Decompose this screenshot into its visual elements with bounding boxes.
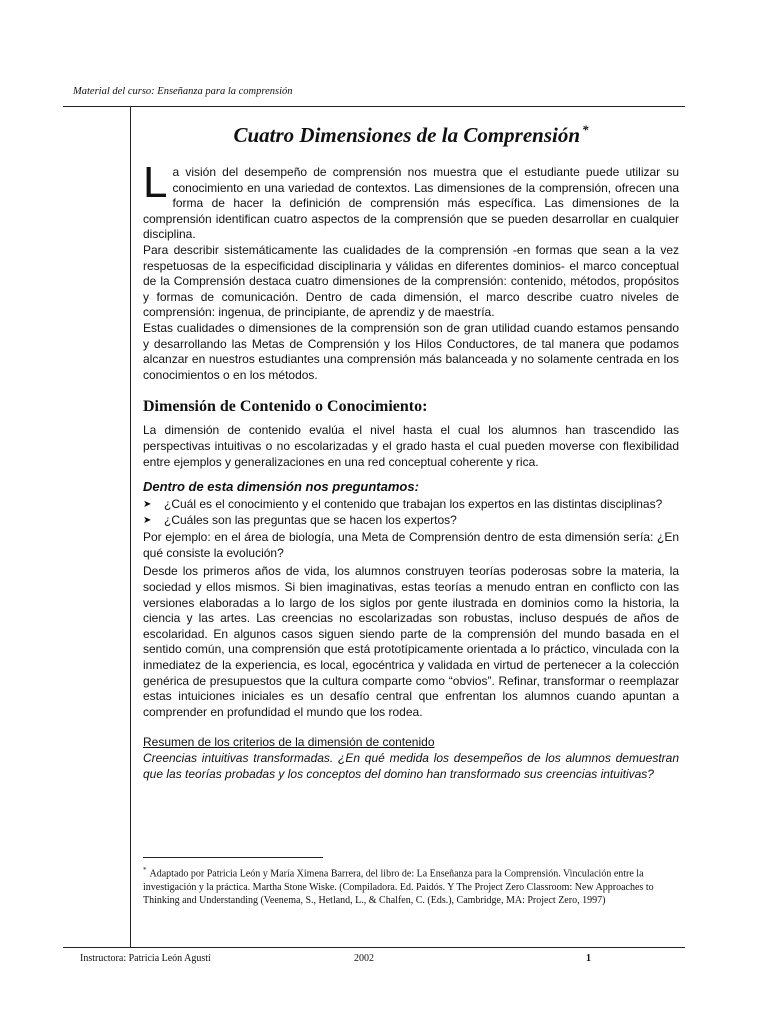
footer-year: 2002 — [354, 953, 374, 964]
intro-paragraph-2: Para describir sistemáticamente las cualidades de la comprensión -en formas que sean a la vez respetuosas de la especificidad disciplinaria y válidas en diferentes dominios- el marco conceptual de la Comprensión destaca cuatro dimensiones de la comprensión: contenido, métodos, propósitos y formas de comunicación. Dentro de cada dimensión, el marco describe cuatro niveles de comprensión: ingenua, de principiante, de aprendiz y de maestría. — [143, 242, 679, 320]
list-item — [143, 513, 679, 529]
title-text: Cuatro Dimensiones de la Comprensión — [233, 123, 581, 147]
intro-paragraph-1 — [143, 158, 679, 243]
main-content — [143, 116, 679, 782]
section-paragraph-1: La dimensión de contenido evalúa el nivel hasta el cual los alumnos han trascendido las perspectivas intuitivas o no escolarizadas y el grado hasta el cual pueden moverse con flexibilidad entre ejemplos y generalizaciones en una red conceptual coherente y rica. — [143, 423, 679, 469]
intro-paragraph-3: Estas cualidades o dimensiones de la comprensión son de gran utilidad cuando estamos pensando y desarrollando las Metas de Comprensión y los Hilos Conductores, de tal manera que podamos alcanzar en nuestros estudiantes una comprensión más balanceada y no solamente centrada en los conocimientos o en los métodos. — [143, 320, 679, 382]
header-text: Material del curso: Enseñanza para la comprensión — [73, 86, 293, 97]
section-heading: Dimensión de Contenido o Conocimiento: — [143, 398, 428, 416]
intro-paragraph-1-text: a visión del desempeño de comprensión nos muestra que el estudiante puede utilizar su conocimiento en una variedad de contextos. Las dimensiones de la comprensión, ofrecen una forma de hacer la definición de comprensión más específica. Las dimensiones de la comprensión identifican cuatro aspectos de la comprensión que se pueden desarrollar en cualquier disciplina. — [143, 165, 679, 242]
left-margin-rule — [130, 106, 131, 948]
footnote — [143, 864, 679, 907]
arrow-bullet-icon: ➤ — [143, 514, 152, 526]
criteria-text: Creencias intuitivas transformadas. ¿En qué medida los desempeños de los alumnos demuestran que las teorías probadas y los conceptos del domino han transformado sus creencias intuitivas? — [143, 751, 679, 781]
questions-subheading: Dentro de esta dimensión nos preguntamos: — [143, 479, 419, 495]
page-number: 1 — [586, 953, 591, 964]
footer-instructor: Instructora: Patricia León Agustí — [80, 953, 211, 964]
title-footnote-mark: * — [582, 122, 589, 137]
list-item-text: ¿Cuál es el conocimiento y el contenido que trabajan los expertos en las distintas disciplinas? — [164, 497, 663, 512]
list-item-text: ¿Cuáles son las preguntas que se hacen los expertos? — [164, 512, 457, 527]
section-paragraph-2: Desde los primeros años de vida, los alumnos construyen teorías poderosas sobre la materia, la sociedad y ellos mismos. Si bien imaginativas, estas teorías a menudo entran en conflicto con las versiones elaboradas a lo largo de los siglos por gente ilustrada en dominios como la historia, la ciencia y las artes. Las creencias no escolarizadas son robustas, incluso después de años de escolaridad. En algunos casos siguen siendo parte de la comprensión del mundo basada en el sentido común, una comprensión que está prototípicamente orientada a lo práctico, vinculada con la inmediatez de la experiencia, es local, egocéntrica y validada en virtud de pertenecer a la colección genérica de presupuestos que la cultura comparte como “obvios”. Refinar, transformar o reemplazar estas intuiciones iniciales es un desafío central que enfrentan los alumnos cuando apuntan a comprender en profundidad el mundo que los rodea. — [143, 564, 679, 719]
list-item — [143, 497, 679, 513]
footnote-rule — [143, 857, 323, 858]
example-paragraph: Por ejemplo: en el área de biología, una Meta de Comprensión dentro de esta dimensión sería: ¿En qué consiste la evolución? — [143, 530, 679, 560]
drop-cap: L — [143, 158, 168, 207]
footer-rule — [63, 947, 685, 948]
arrow-bullet-icon: ➤ — [143, 499, 152, 511]
questions-list — [143, 497, 679, 528]
footnote-mark: * — [143, 866, 147, 874]
criteria-title: Resumen de los criterios de la dimensión de contenido — [143, 735, 435, 750]
footnote-text: Adaptado por Patricia León y María Ximena Barrera, del libro de: La Enseñanza para la Comprensión. Vinculación entre la investigación y la práctica. Martha Stone Wiske. (Compiladora. Ed. Paidós. Y The Project Zero Classroom: New Approaches to Thinking and Understanding (Veenema, S., Hetland, L., & Chalfen, C. (Eds.), Cambridge, MA: Project Zero, 1997) — [143, 868, 654, 906]
header-rule — [63, 106, 685, 107]
page-title — [143, 116, 679, 149]
